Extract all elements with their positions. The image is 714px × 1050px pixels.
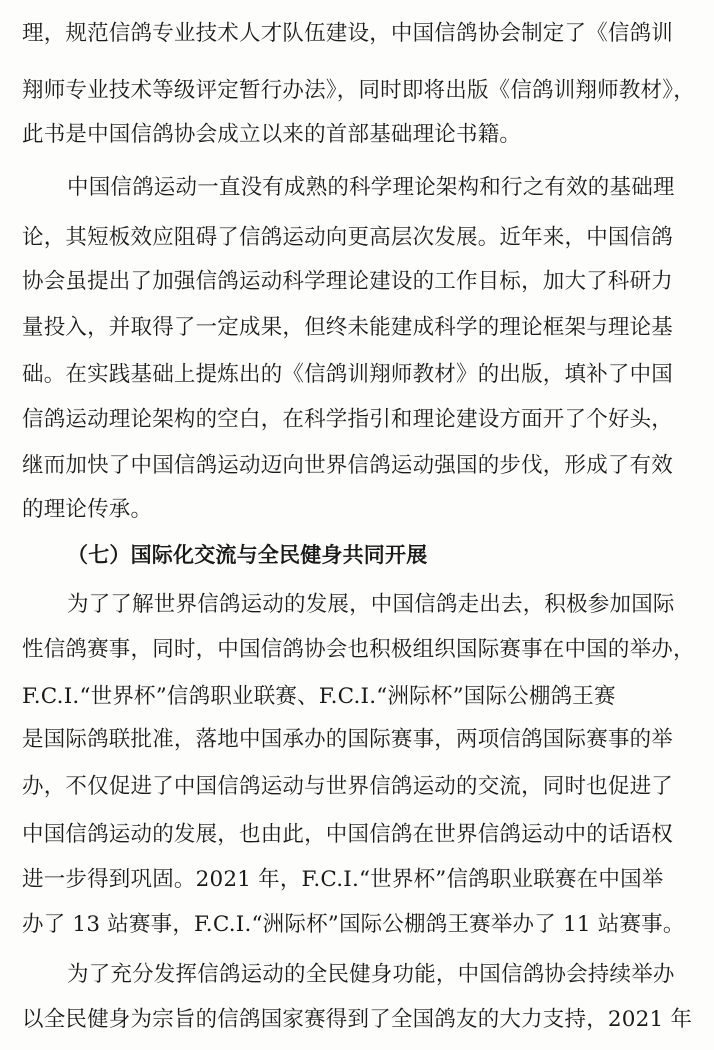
text-line-8: 础。在实践基础上提炼出的《信鸽训翔师教材》的出版，填补了中国 [22, 362, 674, 387]
text-line-11: 的理论传承。 [22, 497, 153, 522]
text-line-19: 进一步得到巩固。2021 年，F.C.I.“世界杯”信鸽职业联赛在中国举 [22, 867, 664, 892]
paragraph-indent-line: 中国信鸽运动一直没有成熟的科学理论架构和行之有效的基础理 [67, 175, 675, 200]
text-line-6: 协会虽提出了加强信鸽运动科学理论建设的工作目标，加大了科研力 [22, 269, 674, 294]
text-line-17: 办，不仅促进了中国信鸽运动与世界信鸽运动的交流，同时也促进了 [22, 774, 674, 799]
text-line-5: 论，其短板效应阻碍了信鸽运动向更高层次发展。近年来，中国信鸽 [22, 225, 674, 250]
text-line-3: 此书是中国信鸽协会成立以来的首部基础理论书籍。 [22, 122, 522, 147]
text-line-22: 以全民健身为宗旨的信鸽国家赛得到了全国鸽友的大力支持，2021 年 [22, 1007, 693, 1032]
text-line-2: 翔师专业技术等级评定暂行办法》，同时即将出版《信鸽训翔师教材》， [22, 78, 695, 103]
text-line-15: F.C.I.“世界杯”信鸽职业联赛、F.C.I.“洲际杯”国际公棚鸽王赛 [22, 684, 616, 709]
text-line-7: 量投入，并取得了一定成果，但终未能建成科学的理论框架与理论基 [22, 315, 674, 340]
paragraph-indent-line: 为了充分发挥信鸽运动的全民健身功能，中国信鸽协会持续举办 [67, 962, 675, 987]
text-line-10: 继而加快了中国信鸽运动迈向世界信鸽运动强国的步伐，形成了有效 [22, 453, 674, 478]
text-line-14: 性信鸽赛事，同时，中国信鸽协会也积极组织国际赛事在中国的举办， [22, 637, 695, 662]
text-line-16: 是国际鸽联批准，落地中国承办的国际赛事，两项信鸽国际赛事的举 [22, 727, 674, 752]
text-line-18: 中国信鸽运动的发展，也由此，中国信鸽在世界信鸽运动中的话语权 [22, 822, 674, 847]
text-line-1: 理，规范信鸽专业技术人才队伍建设，中国信鸽协会制定了《信鸽训 [22, 21, 674, 46]
text-line-20: 办了 13 站赛事，F.C.I.“洲际杯”国际公棚鸽王赛举办了 11 站赛事。 [22, 912, 685, 937]
text-line-9: 信鸽运动理论架构的空白，在科学指引和理论建设方面开了个好头， [22, 407, 674, 432]
section-heading: （七）国际化交流与全民健身共同开展 [67, 543, 428, 567]
paragraph-indent-line: 为了了解世界信鸽运动的发展，中国信鸽走出去，积极参加国际 [67, 592, 675, 617]
